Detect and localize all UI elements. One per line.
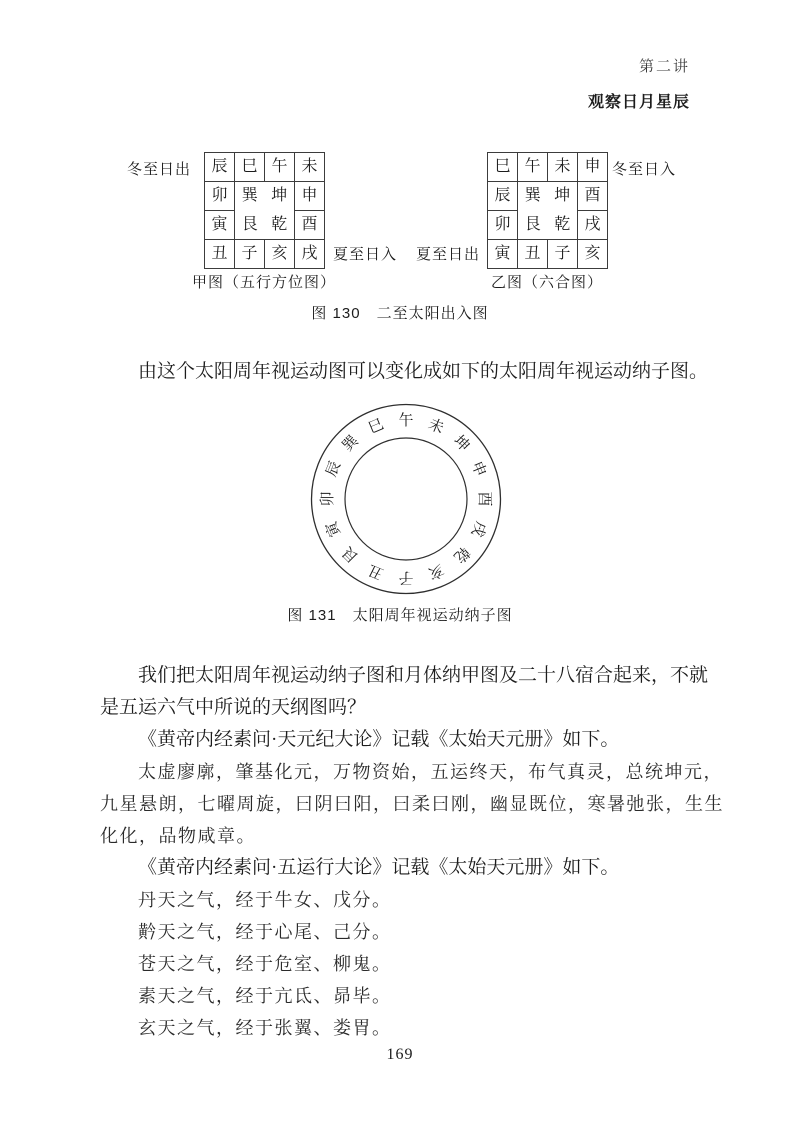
grid-b-caption: 乙图（六合图）	[490, 275, 603, 291]
grid-a-cell: 酉	[295, 211, 325, 240]
quote-line: 丹天之气，经于牛女、戊分。	[138, 890, 392, 910]
quote-line: 素天之气，经于亢氐、昴毕。	[138, 986, 392, 1006]
grid-a-cell: 未	[295, 153, 325, 182]
ring-char: 巳	[366, 416, 387, 438]
grid-b-cell: 午	[518, 153, 548, 182]
grid-a-center-char: 乾	[271, 215, 288, 233]
ring-char: 亥	[425, 560, 446, 582]
grid-b-cell: 亥	[578, 240, 608, 269]
grid-b-cell: 戌	[578, 211, 608, 240]
grid-b	[487, 152, 608, 269]
grid-a-center-char: 巽	[241, 187, 258, 205]
grid-b-cell: 卯	[488, 211, 518, 240]
grid-a-label-left: 冬至日出	[127, 162, 192, 178]
grid-a-caption: 甲图（五行方位图）	[191, 275, 336, 291]
grid-a-cell: 午	[265, 153, 295, 182]
grid-a-center-char: 坤	[271, 187, 288, 205]
chapter-label: 第二讲	[638, 58, 690, 75]
grid-b-cell: 巳	[488, 153, 518, 182]
intro-paragraph: 由这个太阳周年视运动图可以变化成如下的太阳周年视运动纳子图。	[138, 361, 709, 382]
ring-char: 午	[398, 413, 414, 429]
grid-a-cell: 子	[235, 240, 265, 269]
paragraph-line: 《黄帝内经素问·天元纪大论》记载《太始天元册》如下。	[138, 729, 620, 750]
quote-line: 苍天之气，经于危室、柳鬼。	[138, 954, 392, 974]
grid-a-cell: 巳	[235, 153, 265, 182]
grid-a-center-cell	[235, 182, 295, 240]
ring-char: 卯	[320, 491, 336, 507]
grid-b-cell: 未	[548, 153, 578, 182]
ring-char: 戌	[467, 518, 489, 539]
ring-char: 丑	[366, 560, 387, 582]
ring-char: 巽	[339, 432, 362, 455]
page-header	[588, 55, 690, 112]
grid-b-center-char: 乾	[554, 215, 571, 233]
quote-line: 九星悬朗，七曜周旋，曰阴曰阳，曰柔曰刚，幽显既位，寒暑弛张，生生	[100, 794, 724, 814]
grid-a	[204, 152, 325, 269]
figure-131-caption: 图 131 太阳周年视运动纳子图	[287, 607, 513, 624]
table-row	[488, 240, 608, 269]
grid-a-cell: 辰	[205, 153, 235, 182]
ring-char: 寅	[323, 518, 345, 539]
grid-a-center-char: 艮	[241, 215, 258, 233]
table-row	[488, 182, 608, 211]
quote-line: 太虚廖廓，肇基化元，万物资始，五运终天，布气真灵，总统坤元，	[138, 762, 723, 782]
grid-a-cell: 戌	[295, 240, 325, 269]
grid-a-cell: 亥	[265, 240, 295, 269]
table-row	[205, 153, 325, 182]
grid-b-cell: 丑	[518, 240, 548, 269]
table-row	[205, 240, 325, 269]
grid-a-cell: 寅	[205, 211, 235, 240]
grid-b-center-char: 艮	[524, 215, 541, 233]
grid-a-cell: 申	[295, 182, 325, 211]
trigram-block	[235, 182, 294, 239]
table-row	[488, 153, 608, 182]
grid-b-cell: 寅	[488, 240, 518, 269]
grid-b-center-cell	[518, 182, 578, 240]
grid-a-cell: 丑	[205, 240, 235, 269]
quote-line: 黅天之气，经于心尾、己分。	[138, 922, 392, 942]
grid-b-cell: 子	[548, 240, 578, 269]
figure-130-caption: 图 130 二至太阳出入图	[311, 305, 489, 322]
ring-char: 未	[425, 416, 446, 438]
table-row	[205, 182, 325, 211]
quote-line: 化化，品物咸章。	[100, 826, 256, 846]
ring-char: 乾	[450, 543, 473, 566]
grid-a-cell: 卯	[205, 182, 235, 211]
grid-a-label-right: 夏至日入	[333, 247, 398, 263]
paragraph-line: 《黄帝内经素问·五运行大论》记载《太始天元册》如下。	[138, 857, 620, 878]
page-number: 169	[386, 1046, 414, 1063]
grid-b-label-right: 冬至日入	[612, 162, 677, 178]
ring-char: 辰	[323, 459, 345, 480]
ring-char: 申	[467, 459, 489, 480]
paragraph-line: 我们把太阳周年视运动纳子图和月体纳甲图及二十八宿合起来，不就	[138, 665, 709, 686]
ring-char: 坤	[450, 432, 473, 455]
grid-b-cell: 申	[578, 153, 608, 182]
ring-char: 酉	[476, 491, 492, 507]
body-text	[100, 660, 740, 1044]
chapter-title: 观察日月星辰	[587, 94, 690, 111]
trigram-block	[518, 182, 577, 239]
grid-b-center-char: 坤	[554, 187, 571, 205]
nazi-ring-diagram	[310, 403, 502, 595]
grid-b-center-char: 巽	[524, 187, 541, 205]
grid-b-label-left: 夏至日出	[416, 247, 481, 263]
paragraph-line: 是五运六气中所说的天纲图吗？	[100, 697, 367, 718]
grid-b-cell: 辰	[488, 182, 518, 211]
quote-line: 玄天之气，经于张翼、娄胃。	[138, 1018, 392, 1038]
ring-char: 子	[398, 569, 414, 585]
ring-char: 艮	[339, 543, 362, 566]
grid-b-cell: 酉	[578, 182, 608, 211]
